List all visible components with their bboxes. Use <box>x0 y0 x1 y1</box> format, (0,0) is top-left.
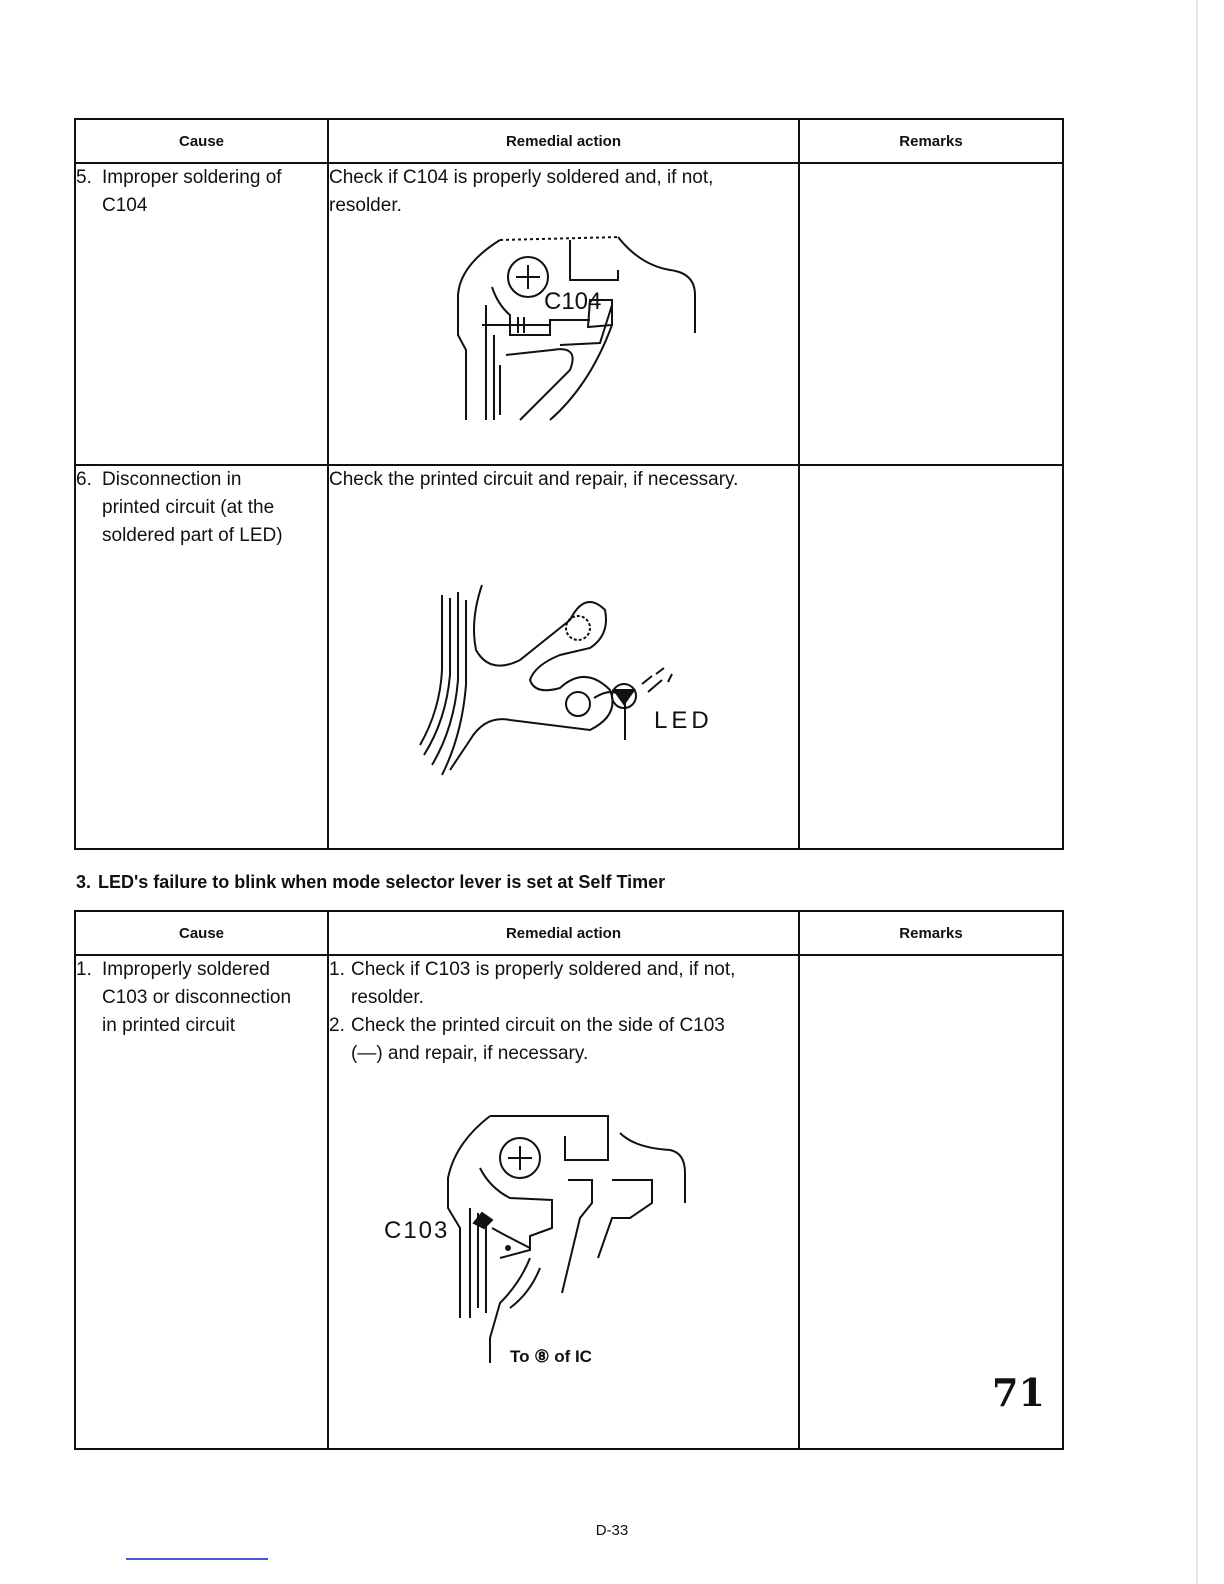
action-text: Check if C104 is properly soldered and, if not, <box>329 167 714 188</box>
cause-cell <box>75 163 328 465</box>
header-remedial-action: Remedial action <box>328 119 799 163</box>
table-header-row <box>75 119 1063 163</box>
footer-underline <box>126 1558 268 1560</box>
header-remarks: Remarks <box>799 119 1063 163</box>
cause-cell <box>75 465 328 849</box>
c104-pcb-diagram <box>440 225 710 425</box>
cause-text: soldered part of LED) <box>102 525 283 546</box>
header-remarks: Remarks <box>799 911 1063 955</box>
section-heading <box>76 872 665 893</box>
item-number: 2. <box>329 1015 345 1036</box>
handwritten-mark: 71 <box>992 1370 1045 1415</box>
scan-edge <box>1196 0 1198 1584</box>
action-item <box>329 956 798 1012</box>
cause-cell <box>75 955 328 1449</box>
header-cause: Cause <box>75 119 328 163</box>
header-cause: Cause <box>75 911 328 955</box>
header-remedial-action: Remedial action <box>328 911 799 955</box>
cause-text: C103 or disconnection <box>102 987 292 1008</box>
c104-label: C104 <box>544 288 602 315</box>
action-text: resolder. <box>351 987 424 1008</box>
page-number: D-33 <box>595 1522 629 1539</box>
row-number: 1. <box>76 959 92 980</box>
action-text: Check the printed circuit and repair, if necessary. <box>329 469 739 490</box>
c103-note: To ⑧ of IC <box>510 1347 592 1366</box>
action-text: resolder. <box>329 195 402 216</box>
cause-text: printed circuit (at the <box>102 497 275 518</box>
row-number: 5. <box>76 167 92 188</box>
action-text: Check the printed circuit on the side of C103 <box>351 1015 725 1036</box>
c103-label: C103 <box>384 1217 450 1244</box>
cause-text: Improper soldering of <box>102 167 282 188</box>
cause-text: Improperly soldered <box>102 959 270 980</box>
remarks-cell <box>799 465 1063 849</box>
section-number: 3. <box>76 872 92 892</box>
cause-text: in printed circuit <box>102 1015 236 1036</box>
section-title: LED's failure to blink when mode selector lever is set at Self Timer <box>98 872 666 892</box>
cause-text: C104 <box>102 195 148 216</box>
c103-pcb-diagram <box>380 1108 700 1370</box>
led-label: LED <box>654 707 713 734</box>
action-text: (—) and repair, if necessary. <box>351 1043 589 1064</box>
led-pcb-diagram <box>410 580 730 780</box>
row-number: 6. <box>76 469 92 490</box>
remarks-cell <box>799 163 1063 465</box>
cause-text: Disconnection in <box>102 469 242 490</box>
action-text: Check if C103 is properly soldered and, if not, <box>351 959 736 980</box>
table-header-row <box>75 911 1063 955</box>
item-number: 1. <box>329 959 345 980</box>
action-item <box>329 1012 798 1068</box>
